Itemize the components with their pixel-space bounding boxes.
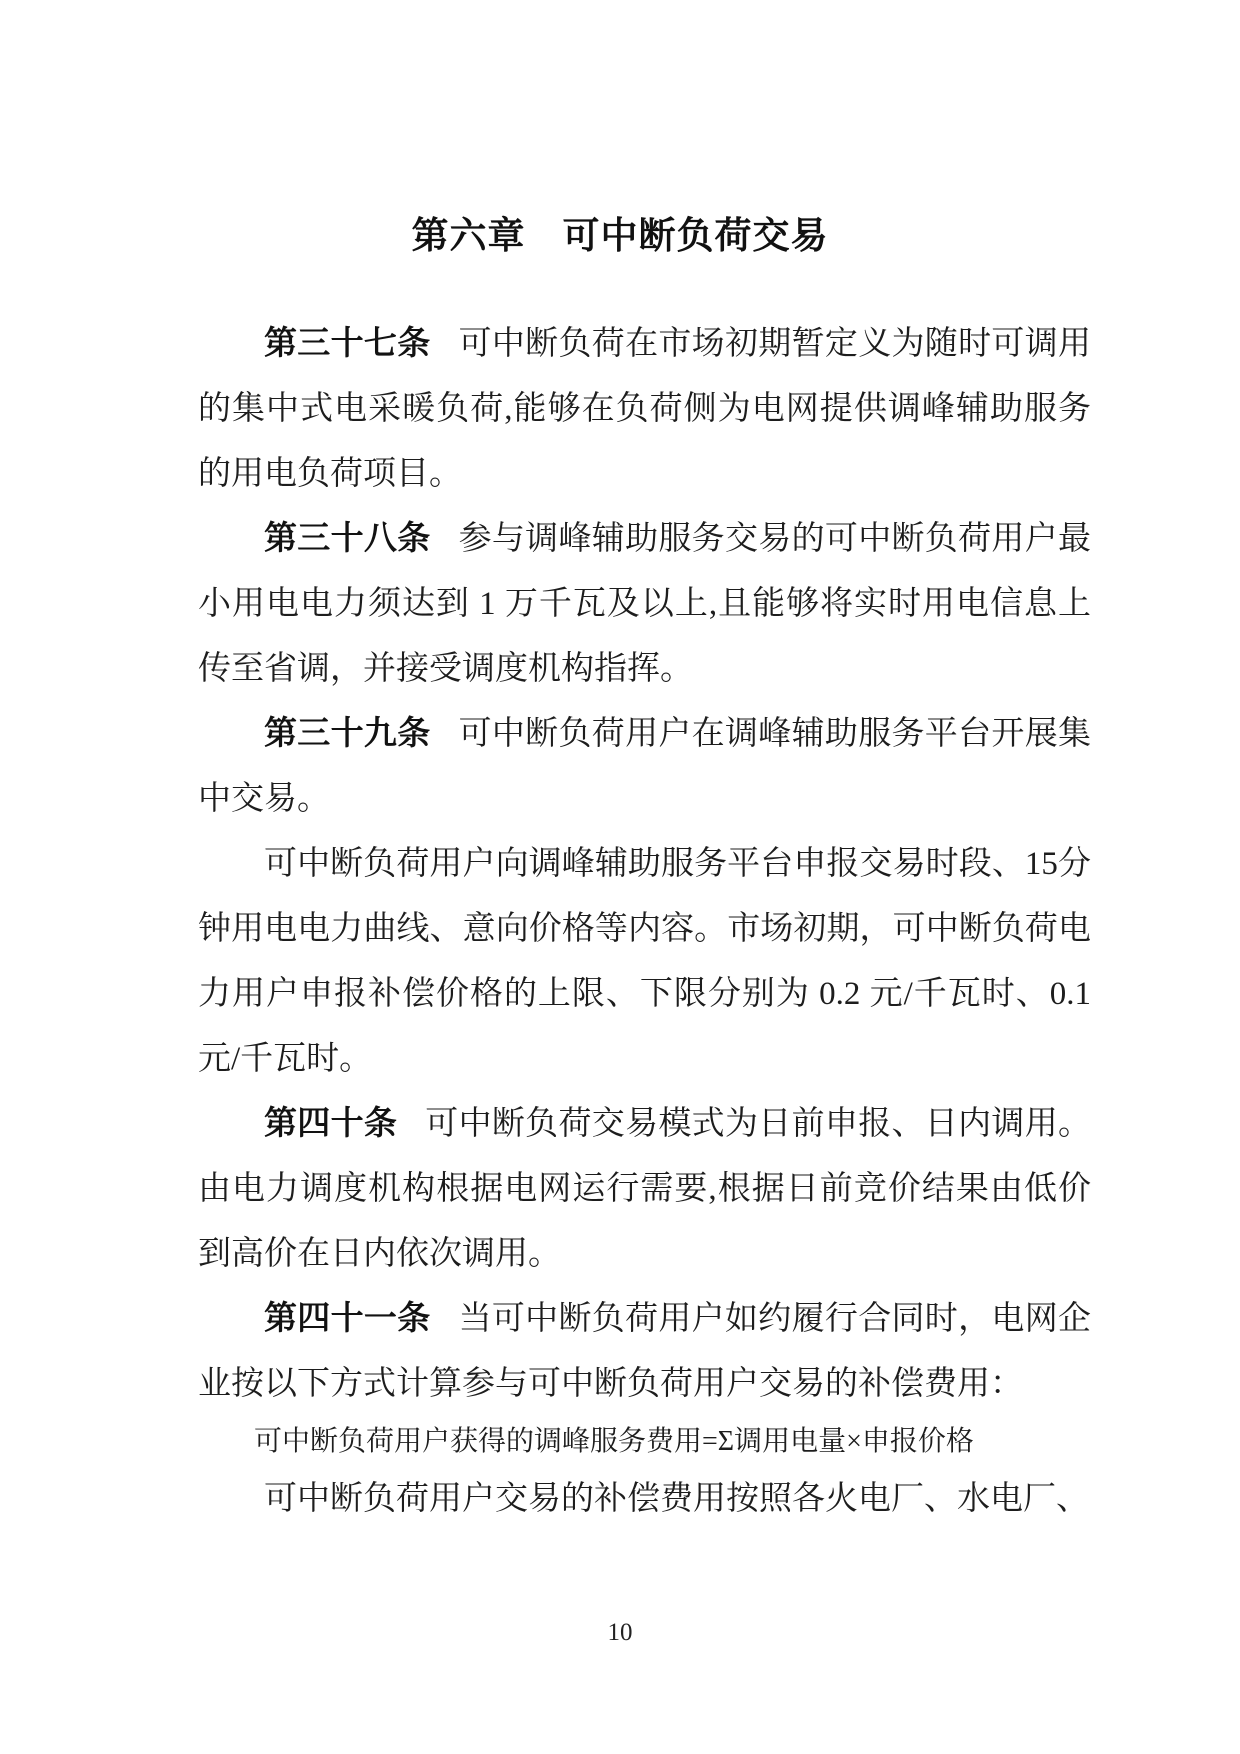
article-text: 可中断负荷交易模式为日前申报、日内调用。由电力调度机构根据电网运行需要,根据日前竞价结果由低价到高价在日内依次调用。 [198,1106,1092,1272]
chapter-number: 第六章 [411,215,526,256]
article-text: 可中断负荷用户交易的补偿费用按照各火电厂、水电厂、 [264,1481,1089,1517]
article-text: 可中断负荷在市场初期暂定义为随时可调用的集中式电采暖负荷,能够在负荷侧为电网提供调峰辅助服务的用电负荷项目。 [198,326,1092,492]
article-number: 第四十一条 [264,1301,431,1337]
article-number: 第三十七条 [264,326,431,362]
page-number: 10 [607,1619,633,1646]
document-body [198,312,1091,1532]
article-paragraph [198,507,1091,702]
article-number: 第三十九条 [264,716,431,752]
formula-text: 可中断负荷用户获得的调峰服务费用=Σ调用电量×申报价格 [254,1426,974,1457]
article-text: 当可中断负荷用户如约履行合同时，电网企业按以下方式计算参与可中断负荷用户交易的补偿费用： [198,1301,1092,1402]
article-paragraph [198,1287,1091,1417]
article-text: 可中断负荷用户在调峰辅助服务平台开展集中交易。 [198,716,1092,817]
article-text: 参与调峰辅助服务交易的可中断负荷用户最小用电电力须达到 1 万千瓦及以上,且能够将实时用电信息上传至省调，并接受调度机构指挥。 [198,521,1092,687]
article-number: 第四十条 [264,1106,398,1142]
article-number: 第三十八条 [264,521,431,557]
article-text: 可中断负荷用户向调峰辅助服务平台申报交易时段、15分钟用电电力曲线、意向价格等内容。市场初期，可中断负荷电力用户申报补偿价格的上限、下限分别为 0.2 元/千瓦时、0.1 元/千瓦时。 [198,846,1091,1077]
article-paragraph [198,702,1091,832]
chapter-title [0,0,1240,260]
chapter-name: 可中断负荷交易 [562,215,829,256]
article-paragraph [198,1092,1091,1287]
article-paragraph [198,312,1091,507]
compensation-formula [198,1417,1091,1467]
article-paragraph [198,1467,1091,1532]
article-paragraph [198,832,1091,1092]
